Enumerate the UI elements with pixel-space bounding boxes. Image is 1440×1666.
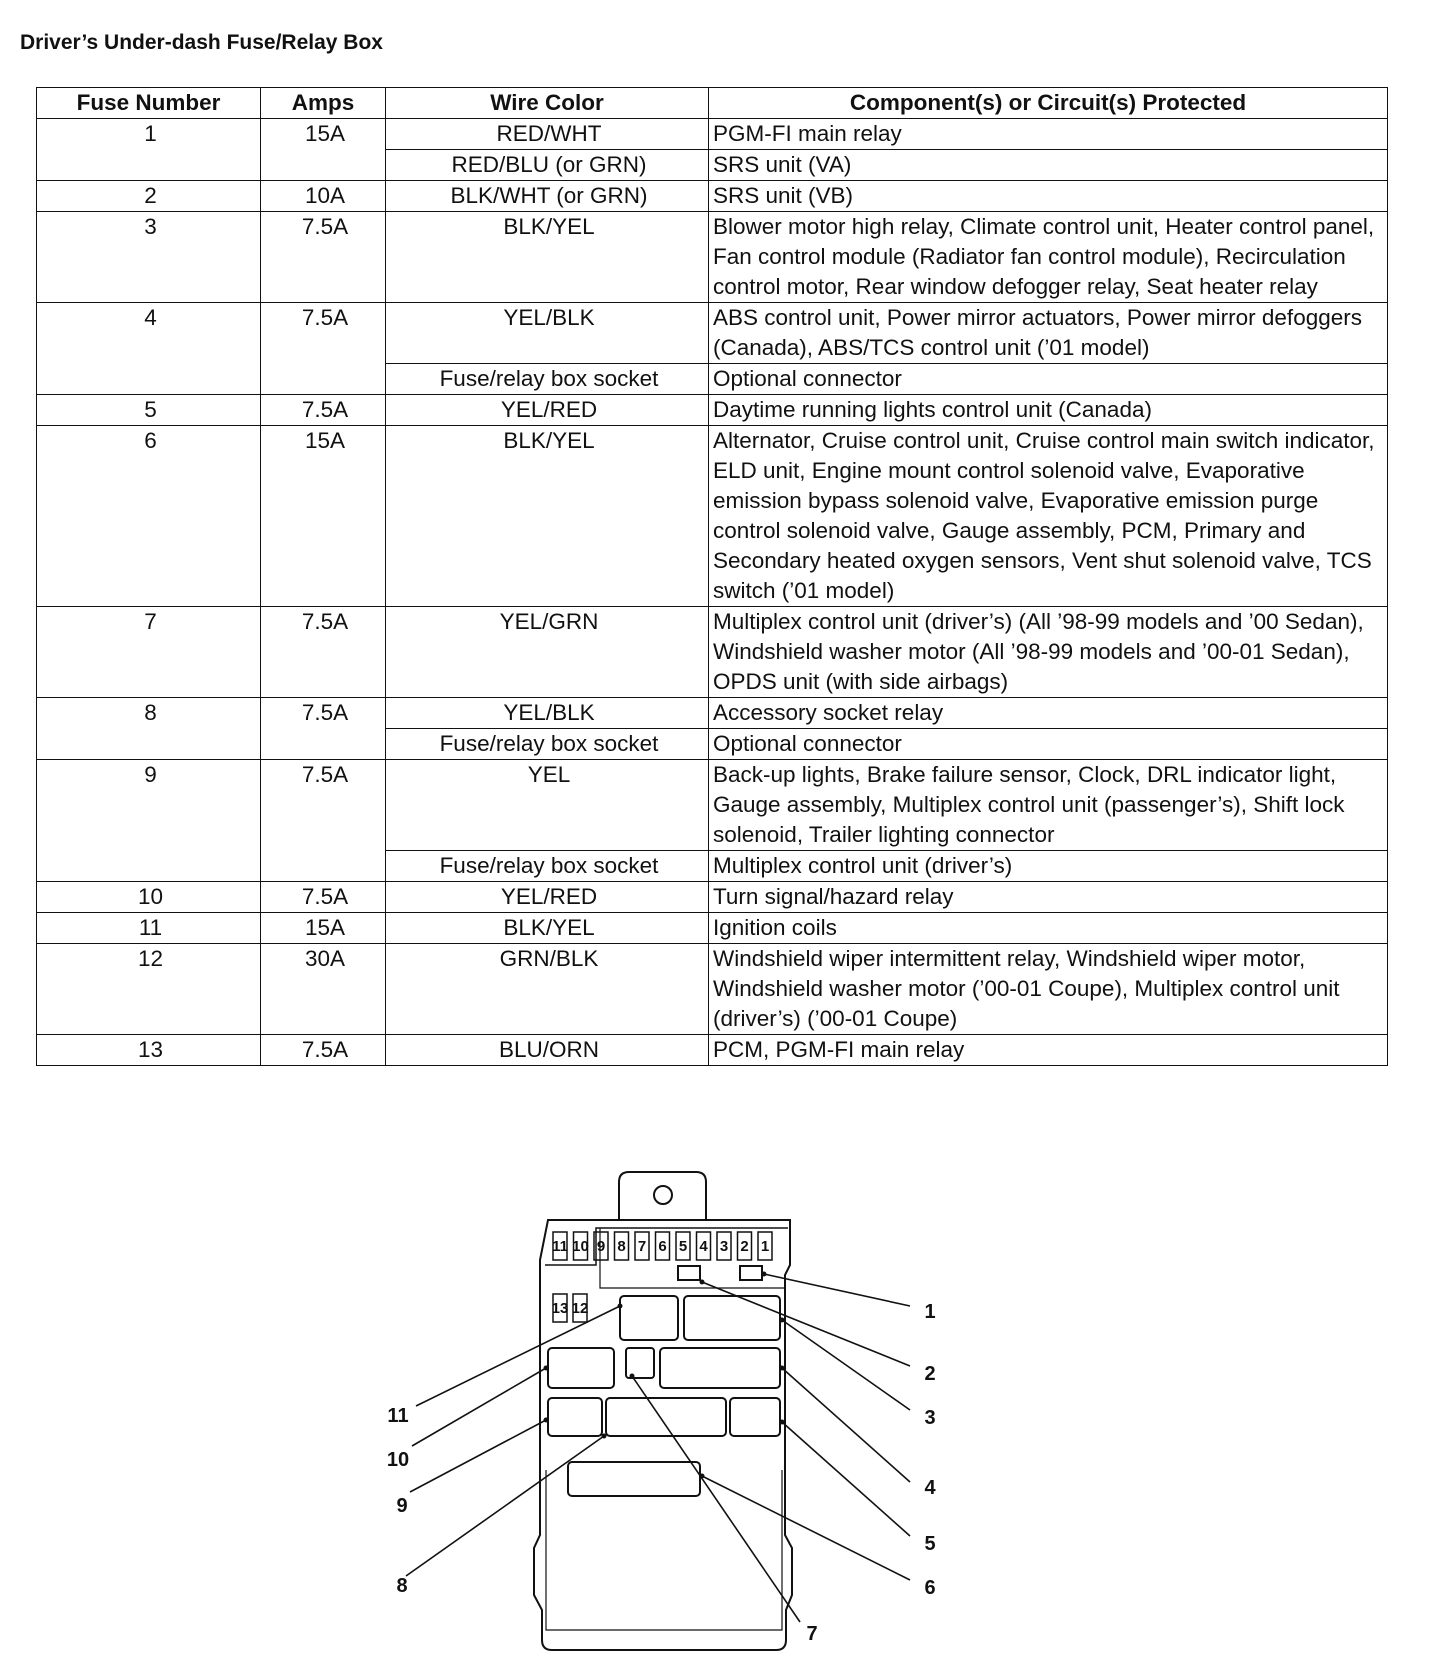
- amps-cell: 7.5A: [261, 395, 386, 426]
- component-cell: Optional connector: [709, 364, 1388, 395]
- wire-color-cell: BLK/YEL: [386, 426, 709, 607]
- callout-label: 1: [924, 1301, 936, 1323]
- relay-socket-11: [620, 1296, 678, 1340]
- column-header: Wire Color: [386, 88, 709, 119]
- callout-arrowhead: [544, 1366, 549, 1371]
- component-cell: SRS unit (VB): [709, 181, 1388, 212]
- fuse-2: [678, 1266, 700, 1280]
- amps-cell: 7.5A: [261, 607, 386, 698]
- fuse-slot-label: 11: [552, 1238, 568, 1255]
- table-row: [37, 760, 1388, 851]
- table-row: [37, 882, 1388, 913]
- callout-arrowhead: [618, 1304, 623, 1309]
- fuse-table-body: [37, 119, 1388, 1066]
- callout-line: [410, 1420, 546, 1492]
- table-row: [37, 119, 1388, 150]
- component-cell: PCM, PGM-FI main relay: [709, 1035, 1388, 1066]
- table-row: [37, 607, 1388, 698]
- wire-color-cell: Fuse/relay box socket: [386, 364, 709, 395]
- callout-line: [406, 1436, 604, 1576]
- callout-arrowhead: [544, 1418, 549, 1423]
- component-cell: Alternator, Cruise control unit, Cruise control main switch indicator, ELD unit, Engine mount control solenoid valve, Evaporative emission bypass solenoid valve, Evaporative emission purge control solenoid valve, Gauge assembly, PCM, Primary and Secondary heated oxygen sensors, Vent shut solenoid valve, TCS switch (’01 model): [709, 426, 1388, 607]
- fuse-slot-label: 1: [760, 1238, 770, 1255]
- wire-color-cell: YEL/BLK: [386, 303, 709, 364]
- fuse-number-cell: 13: [37, 1035, 261, 1066]
- relay-socket-4: [660, 1348, 780, 1388]
- lower-fuse-row: [552, 1294, 589, 1322]
- relay-socket-8: [606, 1398, 726, 1436]
- column-header: Amps: [261, 88, 386, 119]
- fuse-number-cell: 6: [37, 426, 261, 607]
- wire-color-cell: Fuse/relay box socket: [386, 851, 709, 882]
- table-row: [37, 426, 1388, 607]
- relay-socket-7: [626, 1348, 654, 1378]
- wire-color-cell: YEL: [386, 760, 709, 851]
- callout-lines: [387, 1272, 937, 1646]
- wire-color-cell: RED/BLU (or GRN): [386, 150, 709, 181]
- callout-arrowhead: [780, 1420, 785, 1425]
- component-cell: Blower motor high relay, Climate control unit, Heater control panel, Fan control module (Radiator fan control module), Recirculation control motor, Rear window defogger relay, Seat heater relay: [709, 212, 1388, 303]
- component-cell: Ignition coils: [709, 913, 1388, 944]
- callout-label: 10: [386, 1449, 410, 1471]
- callout-line: [632, 1376, 800, 1622]
- fuse-slot-label: 12: [571, 1300, 589, 1317]
- fuse-1: [740, 1266, 762, 1280]
- table-row: [37, 1035, 1388, 1066]
- wire-color-cell: YEL/GRN: [386, 607, 709, 698]
- fuse-slot-row: [552, 1232, 772, 1260]
- table-row: [37, 181, 1388, 212]
- wire-color-cell: YEL/RED: [386, 882, 709, 913]
- fuse-number-cell: 11: [37, 913, 261, 944]
- fuse-number-cell: 12: [37, 944, 261, 1035]
- amps-cell: 30A: [261, 944, 386, 1035]
- wire-color-cell: Fuse/relay box socket: [386, 729, 709, 760]
- fuse-number-cell: 8: [37, 698, 261, 760]
- callout-arrowhead: [630, 1374, 635, 1379]
- callout-label: 4: [924, 1477, 936, 1499]
- callout-arrowhead: [780, 1366, 785, 1371]
- callout-label: 9: [396, 1495, 408, 1517]
- callout-label: 6: [924, 1577, 936, 1599]
- callout-arrowhead: [602, 1434, 607, 1439]
- fuse-number-cell: 9: [37, 760, 261, 882]
- wire-color-cell: YEL/BLK: [386, 698, 709, 729]
- amps-cell: 15A: [261, 913, 386, 944]
- component-cell: Optional connector: [709, 729, 1388, 760]
- callout-line: [702, 1282, 910, 1366]
- fuse-number-cell: 10: [37, 882, 261, 913]
- fuse-number-cell: 1: [37, 119, 261, 181]
- fuse-number-cell: 7: [37, 607, 261, 698]
- component-cell: PGM-FI main relay: [709, 119, 1388, 150]
- callout-line: [416, 1306, 620, 1406]
- callout-label: 3: [924, 1407, 936, 1429]
- callout-arrowhead: [762, 1272, 767, 1277]
- amps-cell: 7.5A: [261, 882, 386, 913]
- wire-color-cell: BLK/WHT (or GRN): [386, 181, 709, 212]
- fuse-slot-label: 4: [699, 1238, 708, 1255]
- amps-cell: 15A: [261, 119, 386, 181]
- page-title: Driver’s Under-dash Fuse/Relay Box: [20, 31, 383, 54]
- relay-socket-10: [548, 1348, 614, 1388]
- fuse-slot-label: 8: [617, 1238, 626, 1255]
- fuse-slot-label: 13: [551, 1300, 569, 1317]
- column-header: Fuse Number: [37, 88, 261, 119]
- relay-socket-3: [684, 1296, 780, 1340]
- callout-line: [782, 1368, 910, 1482]
- wire-color-cell: BLK/YEL: [386, 913, 709, 944]
- component-cell: ABS control unit, Power mirror actuators, Power mirror defoggers (Canada), ABS/TCS control unit (’01 model): [709, 303, 1388, 364]
- component-cell: SRS unit (VA): [709, 150, 1388, 181]
- callout-line: [782, 1422, 910, 1536]
- fuse-table: [36, 87, 1388, 1066]
- callout-line: [702, 1476, 910, 1580]
- fuse-box-diagram: [0, 1170, 1440, 1666]
- table-row: [37, 212, 1388, 303]
- fuse-slot-label: 10: [572, 1238, 589, 1255]
- mounting-tab: [619, 1172, 706, 1220]
- amps-cell: 7.5A: [261, 1035, 386, 1066]
- relay-socket-5: [730, 1398, 780, 1436]
- callout-label: 8: [396, 1575, 408, 1597]
- component-cell: Accessory socket relay: [709, 698, 1388, 729]
- component-cell: Multiplex control unit (driver’s) (All ’98-99 models and ’00 Sedan), Windshield washer motor (All ’98-99 models and ’00-01 Sedan), OPDS unit (with side airbags): [709, 607, 1388, 698]
- callout-line: [412, 1368, 546, 1446]
- wire-color-cell: RED/WHT: [386, 119, 709, 150]
- fuse-number-cell: 2: [37, 181, 261, 212]
- column-header: Component(s) or Circuit(s) Protected: [709, 88, 1388, 119]
- component-cell: Back-up lights, Brake failure sensor, Clock, DRL indicator light, Gauge assembly, Multiplex control unit (passenger’s), Shift lock solenoid, Trailer lighting connector: [709, 760, 1388, 851]
- component-cell: Multiplex control unit (driver’s): [709, 851, 1388, 882]
- fuse-number-cell: 5: [37, 395, 261, 426]
- relay-socket-6: [568, 1462, 700, 1496]
- wire-color-cell: GRN/BLK: [386, 944, 709, 1035]
- component-cell: Turn signal/hazard relay: [709, 882, 1388, 913]
- fuse-slot-label: 6: [658, 1238, 667, 1255]
- amps-cell: 7.5A: [261, 760, 386, 882]
- fuse-slot-label: 7: [637, 1238, 647, 1255]
- component-cell: Daytime running lights control unit (Canada): [709, 395, 1388, 426]
- amps-cell: 7.5A: [261, 303, 386, 395]
- callout-line: [782, 1320, 910, 1410]
- wire-color-cell: BLU/ORN: [386, 1035, 709, 1066]
- fuse-number-cell: 3: [37, 212, 261, 303]
- callout-label: 11: [387, 1405, 409, 1427]
- table-header-row: [37, 88, 1388, 119]
- wire-color-cell: BLK/YEL: [386, 212, 709, 303]
- callout-arrowhead: [780, 1318, 785, 1323]
- fuse-slot-label: 5: [678, 1238, 688, 1255]
- amps-cell: 7.5A: [261, 698, 386, 760]
- amps-cell: 7.5A: [261, 212, 386, 303]
- table-row: [37, 698, 1388, 729]
- table-row: [37, 913, 1388, 944]
- wire-color-cell: YEL/RED: [386, 395, 709, 426]
- fuse-number-cell: 4: [37, 303, 261, 395]
- callout-arrowhead: [700, 1280, 705, 1285]
- table-row: [37, 303, 1388, 364]
- mounting-hole: [654, 1186, 672, 1204]
- amps-cell: 15A: [261, 426, 386, 607]
- amps-cell: 10A: [261, 181, 386, 212]
- fuse-slot-label: 3: [719, 1238, 729, 1255]
- relay-socket-9: [548, 1398, 602, 1436]
- fuse-slot-label: 2: [740, 1238, 749, 1255]
- callout-label: 5: [924, 1533, 936, 1555]
- table-row: [37, 944, 1388, 1035]
- component-cell: Windshield wiper intermittent relay, Windshield wiper motor, Windshield washer motor (’00-01 Coupe), Multiplex control unit (driver’s) (’00-01 Coupe): [709, 944, 1388, 1035]
- callout-label: 7: [806, 1623, 818, 1645]
- callout-label: 2: [924, 1363, 936, 1385]
- fuse-slot-label: 9: [596, 1238, 606, 1255]
- table-row: [37, 395, 1388, 426]
